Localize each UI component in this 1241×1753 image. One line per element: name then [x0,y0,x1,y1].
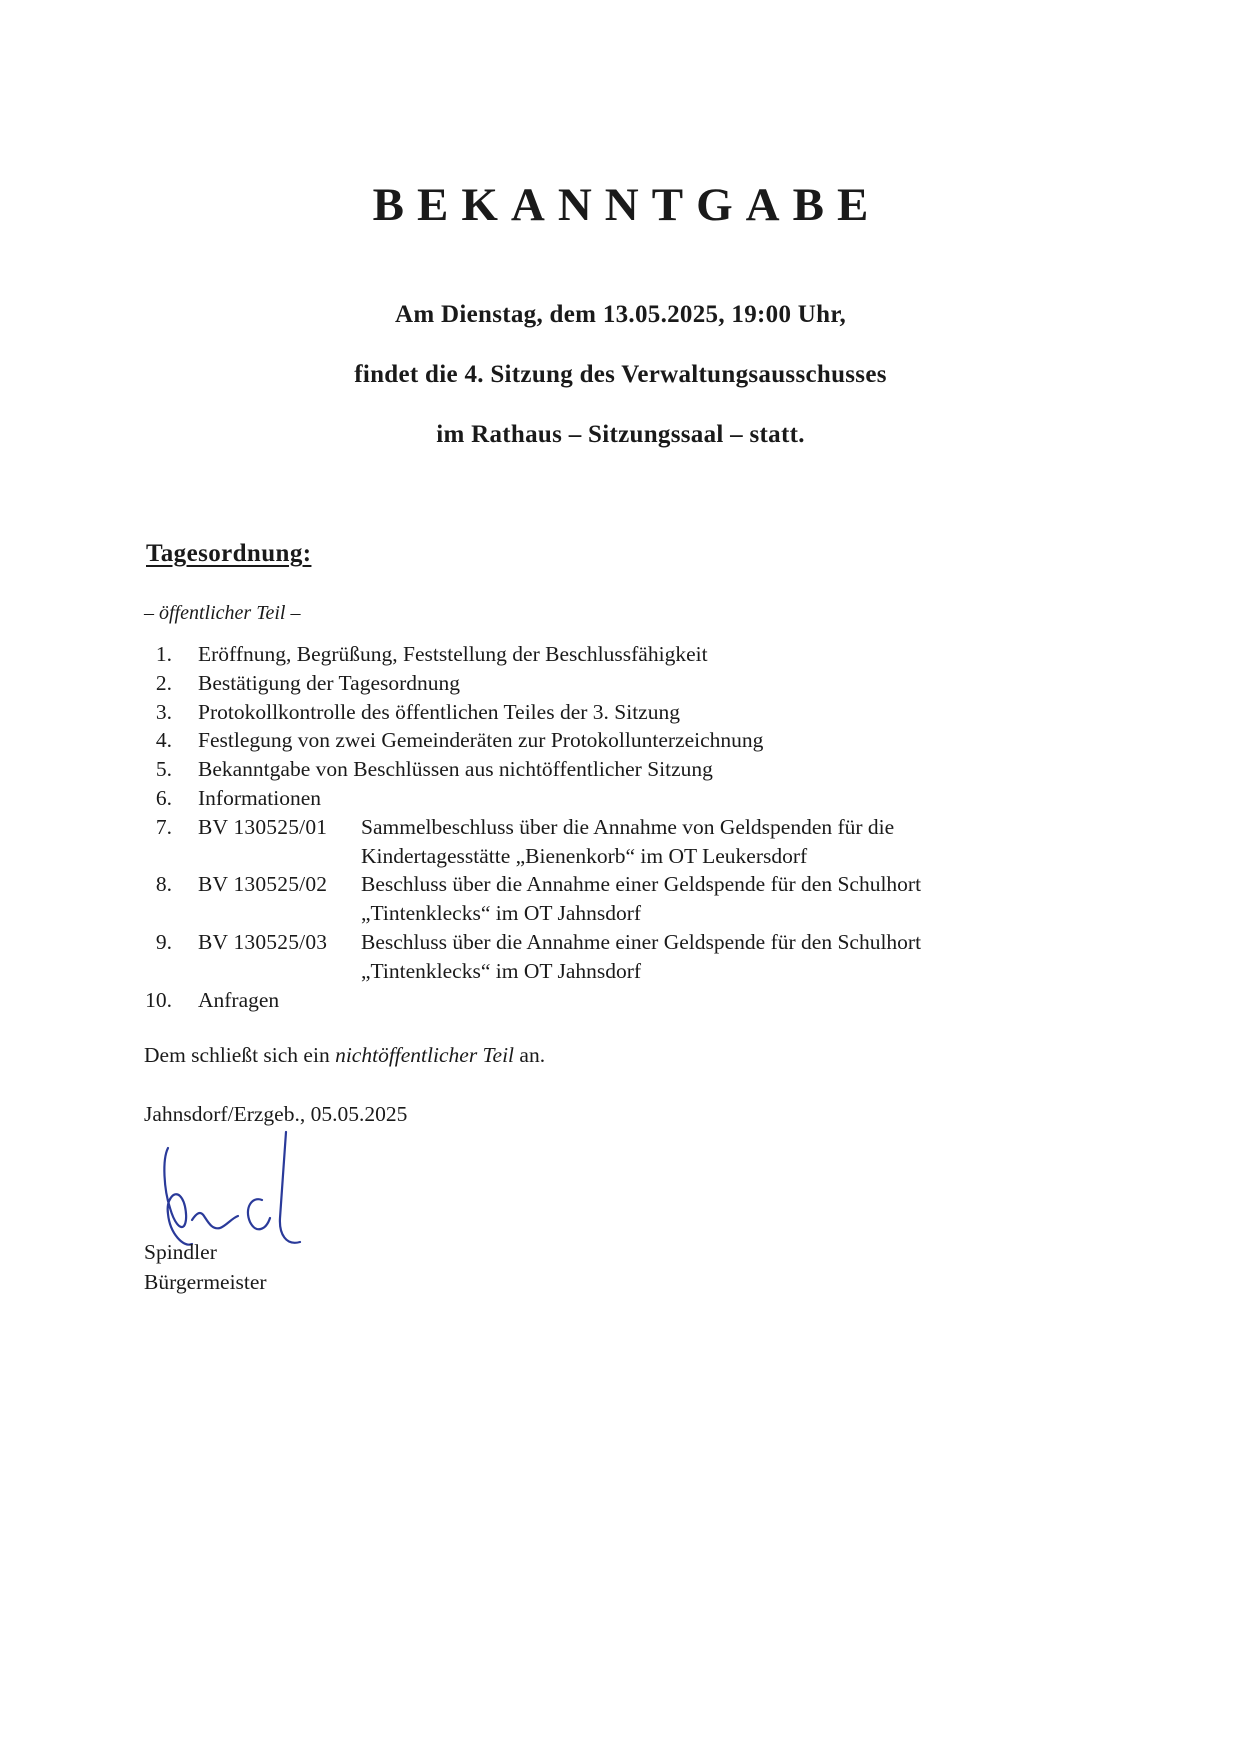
agenda-item-text: Bekanntgabe von Beschlüssen aus nichtöffentlicher Sitzung [198,757,713,782]
closing-emphasis: nichtöffentlicher Teil [335,1043,515,1067]
agenda-item-text: Bestätigung der Tagesordnung [198,670,461,695]
agenda-item-number: 9. [155,929,172,954]
agenda-item-number: 8. [155,872,172,897]
intro-line-location: im Rathaus – Sitzungssaal – statt. [436,421,805,448]
agenda-item [140,928,1040,986]
agenda-item-text: Eröffnung, Begrüßung, Feststellung der Beschlussfähigkeit [198,642,708,666]
place-and-date: Jahnsdorf/Erzgeb., 05.05.2025 [144,1102,408,1126]
agenda-item-text: Anfragen [198,987,280,1012]
agenda-item [140,986,1040,1015]
agenda-item-text: Protokollkontrolle des öffentlichen Teiles der 3. Sitzung [198,699,680,724]
agenda-item [140,870,1040,928]
resolution-reference: BV 130525/03 [198,929,328,954]
agenda-item-number: 1. [155,642,172,666]
agenda-heading: Tagesordnung: [146,540,312,567]
agenda-item-text-line: Beschluss über die Annahme einer Geldspende für den Schulhort [361,872,922,897]
agenda-item-number: 4. [155,728,172,753]
agenda-item-text: Informationen [198,785,321,810]
resolution-reference: BV 130525/01 [198,814,328,839]
agenda-item-number: 2. [155,670,172,695]
agenda-item [140,726,1040,755]
agenda-item [140,755,1040,784]
closing-suffix: an. [514,1043,546,1067]
agenda-item-number: 3. [155,699,172,724]
agenda-item-number: 7. [155,814,172,839]
resolution-reference: BV 130525/02 [198,872,328,897]
agenda-item-number: 6. [155,785,172,810]
agenda-item [140,640,1040,669]
agenda-item-text-line: Sammelbeschluss über die Annahme von Geldspenden für die [361,814,895,839]
agenda-item-number: 10. [145,987,172,1012]
agenda-item [140,698,1040,727]
agenda-item-text-line: „Tintenklecks“ im OT Jahnsdorf [361,901,642,926]
agenda-item-text-line: Kindertagesstätte „Bienenkorb“ im OT Leukersdorf [361,843,808,868]
closing-prefix: Dem schließt sich ein [144,1043,336,1067]
intro-line-date: Am Dienstag, dem 13.05.2025, 19:00 Uhr, [394,301,847,328]
signer-role: Bürgermeister [144,1270,267,1294]
agenda-item-text: Festlegung von zwei Gemeinderäten zur Protokollunterzeichnung [198,728,764,753]
agenda-item-text-line: „Tintenklecks“ im OT Jahnsdorf [361,958,642,983]
agenda-item [140,784,1040,813]
agenda-item-text-line: Beschluss über die Annahme einer Geldspende für den Schulhort [361,929,922,954]
agenda-item-number: 5. [155,757,172,782]
intro-line-meeting: findet die 4. Sitzung des Verwaltungsausschusses [354,361,887,388]
public-section-label: – öffentlicher Teil – [144,602,301,624]
document-title: BEKANNTGABE [372,179,882,231]
agenda-list [140,640,1040,1014]
agenda-item [140,669,1040,698]
signer-name: Spindler [144,1240,217,1264]
agenda-item [140,813,1040,871]
closing-sentence [144,1043,545,1068]
